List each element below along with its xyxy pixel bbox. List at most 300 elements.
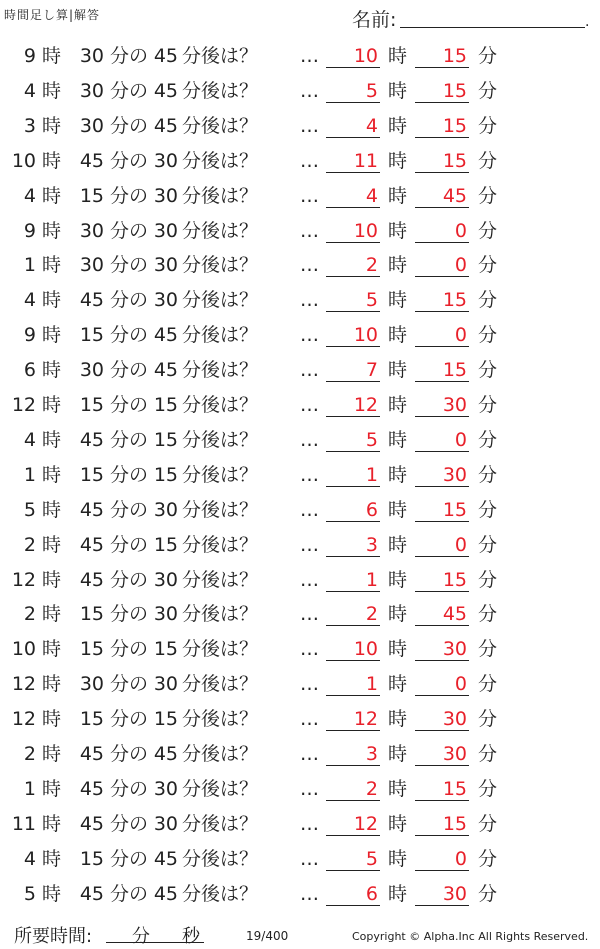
start-hour: 2 (23, 533, 36, 556)
added-minutes: 45 (153, 359, 178, 382)
ellipsis: … (300, 568, 318, 591)
answer-hour: 6 (326, 493, 380, 522)
answer-minute-label: 分 (478, 603, 498, 626)
minutes-after-label: 分後は？ (182, 882, 259, 905)
ellipsis: … (300, 324, 318, 347)
answer-hour-label: 時 (388, 45, 408, 67)
hour-label: 時 (42, 847, 62, 870)
answer-minute: 0 (415, 248, 469, 277)
start-hour: 4 (23, 847, 36, 870)
minute-of-label: 分の (110, 498, 149, 521)
start-minute: 45 (79, 812, 104, 835)
minute-of-label: 分の (110, 324, 149, 347)
minute-of-label: 分の (110, 45, 149, 67)
answer-hour-label: 時 (388, 463, 408, 486)
answer-minute-label: 分 (478, 777, 498, 800)
problem-row (0, 842, 600, 877)
added-minutes: 30 (153, 673, 178, 696)
minutes-after-label: 分後は？ (182, 498, 259, 521)
answer-hour: 10 (326, 632, 380, 661)
problem-row (0, 632, 600, 667)
start-minute: 45 (79, 743, 104, 765)
ellipsis: … (300, 289, 318, 312)
problem-row (0, 458, 600, 493)
answer-hour: 4 (326, 179, 380, 208)
answer-hour: 2 (326, 597, 380, 626)
answer-hour: 10 (326, 318, 380, 347)
answer-hour-label: 時 (388, 638, 408, 661)
answer-hour: 12 (326, 388, 380, 417)
ellipsis: … (300, 394, 318, 416)
name-label: 名前: (352, 9, 397, 31)
answer-hour-label: 時 (388, 603, 408, 626)
start-minute: 45 (79, 289, 104, 312)
answer-hour: 2 (326, 772, 380, 801)
answer-minute: 30 (415, 458, 469, 487)
hour-label: 時 (42, 289, 62, 312)
hour-label: 時 (42, 533, 62, 556)
answer-hour: 4 (326, 109, 380, 138)
answer-minute-label: 分 (478, 45, 498, 67)
minutes-after-label: 分後は？ (182, 149, 259, 172)
page-number: 19/400 (246, 929, 289, 943)
answer-hour-label: 時 (388, 184, 408, 207)
start-minute: 45 (79, 428, 104, 451)
minutes-after-label: 分後は？ (182, 359, 259, 382)
answer-hour-label: 時 (388, 673, 408, 696)
answer-minute: 45 (415, 179, 469, 208)
start-minute: 15 (79, 708, 104, 731)
start-minute: 15 (79, 463, 104, 486)
answer-hour-label: 時 (388, 254, 408, 277)
answer-minute: 15 (415, 353, 469, 382)
problem-row (0, 807, 600, 842)
start-hour: 4 (23, 428, 36, 451)
problem-row (0, 563, 600, 598)
minutes-after-label: 分後は？ (182, 79, 259, 102)
answer-minute: 0 (415, 214, 469, 243)
answer-hour: 5 (326, 74, 380, 103)
minute-of-label: 分の (110, 359, 149, 382)
answer-minute-label: 分 (478, 219, 498, 242)
minute-of-label: 分の (110, 254, 149, 277)
answer-minute: 15 (415, 39, 469, 68)
problem-row (0, 179, 600, 214)
hour-label: 時 (42, 149, 62, 172)
answer-hour-label: 時 (388, 847, 408, 870)
answer-minute-label: 分 (478, 847, 498, 870)
minutes-after-label: 分後は？ (182, 289, 259, 312)
problem-row (0, 214, 600, 249)
minute-of-label: 分の (110, 708, 149, 731)
ellipsis: … (300, 498, 318, 521)
answer-minute-label: 分 (478, 254, 498, 277)
ellipsis: … (300, 463, 318, 486)
added-minutes: 15 (153, 428, 178, 451)
ellipsis: … (300, 708, 318, 731)
problem-row (0, 772, 600, 807)
hour-label: 時 (42, 219, 62, 242)
added-minutes: 45 (153, 882, 178, 905)
start-hour: 5 (23, 498, 36, 521)
answer-hour-label: 時 (388, 498, 408, 521)
start-hour: 1 (23, 463, 36, 486)
minutes-after-label: 分後は？ (182, 324, 259, 347)
minute-of-label: 分の (110, 847, 149, 870)
hour-label: 時 (42, 743, 62, 765)
minutes-after-label: 分後は？ (182, 219, 259, 242)
hour-label: 時 (42, 708, 62, 731)
start-hour: 10 (11, 638, 36, 661)
minutes-after-label: 分後は？ (182, 847, 259, 870)
answer-minute: 15 (415, 807, 469, 836)
hour-label: 時 (42, 498, 62, 521)
answer-hour-label: 時 (388, 428, 408, 451)
minutes-after-label: 分後は？ (182, 394, 259, 416)
minute-of-label: 分の (110, 673, 149, 696)
problem-row (0, 667, 600, 702)
start-hour: 12 (11, 708, 36, 731)
minutes-after-label: 分後は？ (182, 184, 259, 207)
answer-minute: 30 (415, 877, 469, 906)
added-minutes: 15 (153, 394, 178, 416)
answer-minute: 0 (415, 842, 469, 871)
answer-hour: 3 (326, 737, 380, 766)
minutes-after-label: 分後は？ (182, 428, 259, 451)
start-minute: 45 (79, 777, 104, 800)
answer-hour: 12 (326, 702, 380, 731)
start-minute: 15 (79, 638, 104, 661)
answer-minute: 15 (415, 493, 469, 522)
start-minute: 30 (79, 254, 104, 277)
start-hour: 2 (23, 603, 36, 626)
answer-hour: 11 (326, 144, 380, 173)
start-minute: 15 (79, 324, 104, 347)
hour-label: 時 (42, 463, 62, 486)
ellipsis: … (300, 114, 318, 137)
minute-label: 分 (132, 926, 150, 947)
added-minutes: 30 (153, 603, 178, 626)
answer-hour-label: 時 (388, 324, 408, 347)
answer-hour: 2 (326, 248, 380, 277)
answer-minute: 0 (415, 423, 469, 452)
added-minutes: 15 (153, 463, 178, 486)
hour-label: 時 (42, 254, 62, 277)
start-minute: 30 (79, 79, 104, 102)
added-minutes: 30 (153, 812, 178, 835)
problem-row (0, 353, 600, 388)
minute-of-label: 分の (110, 149, 149, 172)
problem-row (0, 144, 600, 179)
added-minutes: 30 (153, 568, 178, 591)
problem-row (0, 39, 600, 74)
answer-minute-label: 分 (478, 324, 498, 347)
added-minutes: 30 (153, 149, 178, 172)
answer-minute-label: 分 (478, 882, 498, 905)
minute-of-label: 分の (110, 184, 149, 207)
problem-row (0, 493, 600, 528)
answer-minute: 15 (415, 109, 469, 138)
minute-of-label: 分の (110, 79, 149, 102)
answer-hour: 5 (326, 423, 380, 452)
added-minutes: 15 (153, 708, 178, 731)
minute-of-label: 分の (110, 289, 149, 312)
name-dot: . (585, 14, 590, 30)
answer-hour-label: 時 (388, 533, 408, 556)
hour-label: 時 (42, 882, 62, 905)
answer-minute-label: 分 (478, 673, 498, 696)
minute-of-label: 分の (110, 882, 149, 905)
start-minute: 15 (79, 603, 104, 626)
problem-row (0, 283, 600, 318)
minutes-after-label: 分後は？ (182, 603, 259, 626)
start-minute: 45 (79, 568, 104, 591)
answer-hour-label: 時 (388, 394, 408, 416)
answer-hour-label: 時 (388, 289, 408, 312)
answer-minute-label: 分 (478, 638, 498, 661)
start-hour: 4 (23, 289, 36, 312)
minutes-after-label: 分後は？ (182, 533, 259, 556)
start-minute: 45 (79, 882, 104, 905)
answer-minute-label: 分 (478, 708, 498, 731)
answer-hour: 12 (326, 807, 380, 836)
answer-hour: 10 (326, 214, 380, 243)
start-hour: 4 (23, 79, 36, 102)
minute-of-label: 分の (110, 743, 149, 765)
added-minutes: 30 (153, 498, 178, 521)
hour-label: 時 (42, 777, 62, 800)
start-hour: 9 (23, 219, 36, 242)
start-hour: 5 (23, 882, 36, 905)
start-minute: 45 (79, 533, 104, 556)
minute-of-label: 分の (110, 428, 149, 451)
problem-row (0, 109, 600, 144)
answer-minute: 0 (415, 667, 469, 696)
ellipsis: … (300, 777, 318, 800)
time-label: 所要時間: (14, 926, 93, 947)
minute-of-label: 分の (110, 219, 149, 242)
hour-label: 時 (42, 359, 62, 382)
start-hour: 3 (23, 114, 36, 137)
ellipsis: … (300, 428, 318, 451)
added-minutes: 30 (153, 219, 178, 242)
added-minutes: 30 (153, 777, 178, 800)
start-minute: 15 (79, 184, 104, 207)
minutes-after-label: 分後は？ (182, 812, 259, 835)
added-minutes: 15 (153, 533, 178, 556)
minutes-after-label: 分後は？ (182, 114, 259, 137)
answer-hour: 5 (326, 842, 380, 871)
answer-minute-label: 分 (478, 533, 498, 556)
answer-minute: 30 (415, 702, 469, 731)
answer-hour: 3 (326, 528, 380, 557)
hour-label: 時 (42, 184, 62, 207)
answer-minute-label: 分 (478, 289, 498, 312)
minute-of-label: 分の (110, 638, 149, 661)
hour-label: 時 (42, 324, 62, 347)
problem-row (0, 74, 600, 109)
start-minute: 15 (79, 847, 104, 870)
start-hour: 9 (23, 45, 36, 67)
ellipsis: … (300, 219, 318, 242)
start-hour: 12 (11, 568, 36, 591)
added-minutes: 45 (153, 79, 178, 102)
ellipsis: … (300, 79, 318, 102)
ellipsis: … (300, 673, 318, 696)
minute-of-label: 分の (110, 568, 149, 591)
start-minute: 15 (79, 394, 104, 416)
added-minutes: 30 (153, 184, 178, 207)
ellipsis: … (300, 603, 318, 626)
added-minutes: 45 (153, 743, 178, 765)
start-hour: 4 (23, 184, 36, 207)
minute-of-label: 分の (110, 777, 149, 800)
start-hour: 6 (23, 359, 36, 382)
answer-hour-label: 時 (388, 812, 408, 835)
hour-label: 時 (42, 114, 62, 137)
problem-row (0, 877, 600, 912)
answer-minute-label: 分 (478, 743, 498, 765)
ellipsis: … (300, 149, 318, 172)
answer-minute-label: 分 (478, 359, 498, 382)
answer-hour: 5 (326, 283, 380, 312)
answer-minute: 15 (415, 144, 469, 173)
second-label: 秒 (182, 926, 200, 947)
answer-hour-label: 時 (388, 568, 408, 591)
start-minute: 45 (79, 498, 104, 521)
answer-minute: 15 (415, 283, 469, 312)
hour-label: 時 (42, 638, 62, 661)
name-line (400, 27, 585, 28)
ellipsis: … (300, 638, 318, 661)
answer-minute: 45 (415, 597, 469, 626)
answer-hour-label: 時 (388, 708, 408, 731)
answer-minute: 30 (415, 737, 469, 766)
hour-label: 時 (42, 394, 62, 416)
answer-minute-label: 分 (478, 184, 498, 207)
ellipsis: … (300, 743, 318, 765)
start-hour: 2 (23, 743, 36, 765)
added-minutes: 15 (153, 638, 178, 661)
minutes-after-label: 分後は？ (182, 638, 259, 661)
answer-minute: 15 (415, 74, 469, 103)
added-minutes: 30 (153, 289, 178, 312)
answer-hour-label: 時 (388, 743, 408, 765)
problem-row (0, 597, 600, 632)
answer-hour: 10 (326, 39, 380, 68)
answer-minute: 0 (415, 528, 469, 557)
minute-of-label: 分の (110, 533, 149, 556)
start-minute: 30 (79, 359, 104, 382)
answer-minute: 15 (415, 563, 469, 592)
answer-minute-label: 分 (478, 394, 498, 416)
minutes-after-label: 分後は？ (182, 254, 259, 277)
ellipsis: … (300, 533, 318, 556)
hour-label: 時 (42, 79, 62, 102)
answer-minute-label: 分 (478, 463, 498, 486)
worksheet-title: 時間足し算|解答 (4, 8, 101, 22)
ellipsis: … (300, 184, 318, 207)
answer-hour: 6 (326, 877, 380, 906)
minutes-after-label: 分後は？ (182, 568, 259, 591)
hour-label: 時 (42, 428, 62, 451)
ellipsis: … (300, 254, 318, 277)
answer-hour-label: 時 (388, 777, 408, 800)
minutes-after-label: 分後は？ (182, 463, 259, 486)
ellipsis: … (300, 45, 318, 67)
minutes-after-label: 分後は？ (182, 743, 259, 765)
added-minutes: 45 (153, 847, 178, 870)
answer-hour: 1 (326, 458, 380, 487)
answer-minute-label: 分 (478, 498, 498, 521)
minute-of-label: 分の (110, 114, 149, 137)
start-minute: 30 (79, 673, 104, 696)
minutes-after-label: 分後は？ (182, 708, 259, 731)
minute-of-label: 分の (110, 463, 149, 486)
answer-minute-label: 分 (478, 568, 498, 591)
minute-of-label: 分の (110, 812, 149, 835)
start-hour: 9 (23, 324, 36, 347)
hour-label: 時 (42, 812, 62, 835)
problem-row (0, 702, 600, 737)
start-hour: 12 (11, 673, 36, 696)
start-hour: 11 (11, 812, 36, 835)
hour-label: 時 (42, 603, 62, 626)
problem-row (0, 423, 600, 458)
answer-hour: 1 (326, 667, 380, 696)
start-hour: 1 (23, 254, 36, 277)
start-hour: 1 (23, 777, 36, 800)
minutes-after-label: 分後は？ (182, 45, 259, 67)
minutes-after-label: 分後は？ (182, 673, 259, 696)
problem-row (0, 318, 600, 353)
start-minute: 30 (79, 114, 104, 137)
answer-hour-label: 時 (388, 882, 408, 905)
answer-hour-label: 時 (388, 219, 408, 242)
answer-hour-label: 時 (388, 149, 408, 172)
ellipsis: … (300, 847, 318, 870)
answer-hour-label: 時 (388, 114, 408, 137)
start-hour: 10 (11, 149, 36, 172)
ellipsis: … (300, 812, 318, 835)
answer-hour: 1 (326, 563, 380, 592)
problem-row (0, 528, 600, 563)
answer-hour-label: 時 (388, 359, 408, 382)
hour-label: 時 (42, 45, 62, 67)
answer-minute: 0 (415, 318, 469, 347)
minute-of-label: 分の (110, 603, 149, 626)
answer-minute: 15 (415, 772, 469, 801)
minutes-after-label: 分後は？ (182, 777, 259, 800)
answer-minute-label: 分 (478, 79, 498, 102)
start-hour: 12 (11, 394, 36, 416)
answer-minute-label: 分 (478, 114, 498, 137)
answer-minute-label: 分 (478, 812, 498, 835)
answer-hour-label: 時 (388, 79, 408, 102)
start-minute: 30 (79, 219, 104, 242)
answer-hour: 7 (326, 353, 380, 382)
ellipsis: … (300, 882, 318, 905)
start-minute: 45 (79, 149, 104, 172)
copyright: Copyright © Alpha.Inc All Rights Reserved. (352, 930, 589, 943)
answer-minute: 30 (415, 632, 469, 661)
hour-label: 時 (42, 568, 62, 591)
answer-minute-label: 分 (478, 149, 498, 172)
problem-row (0, 248, 600, 283)
ellipsis: … (300, 359, 318, 382)
added-minutes: 45 (153, 324, 178, 347)
hour-label: 時 (42, 673, 62, 696)
